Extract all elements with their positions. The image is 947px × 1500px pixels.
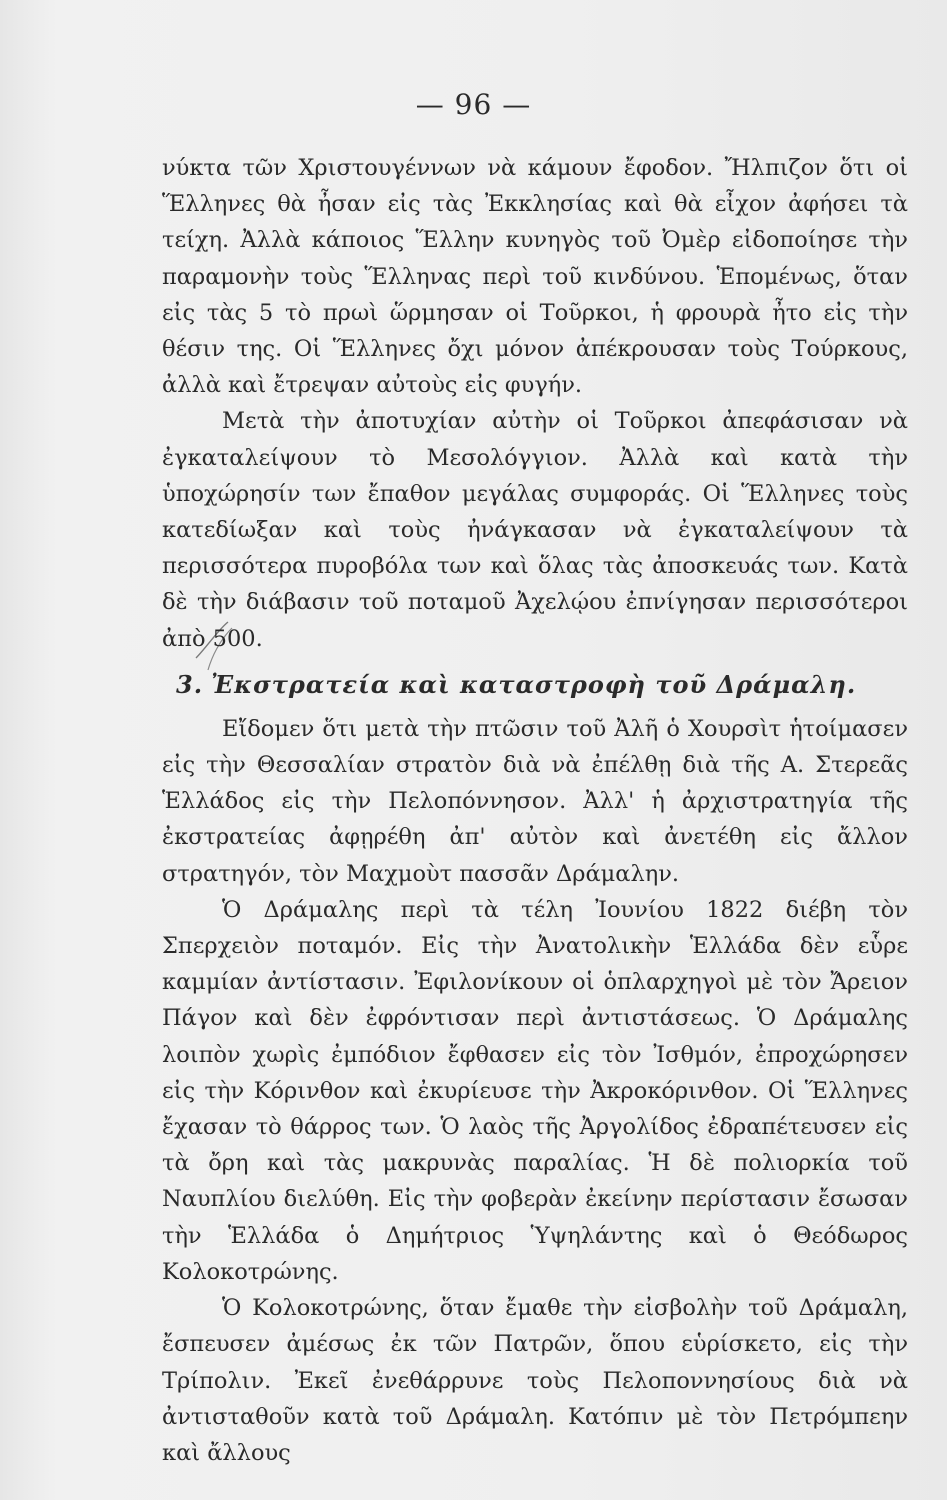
paragraph: Μετὰ τὴν ἀποτυχίαν αὐτὴν οἱ Τοῦρκοι ἀπεφάσισαν νὰ ἐγκαταλείψουν τὸ Μεσολόγγιον. Ἀλλὰ καὶ κατὰ τὴν ὑποχώρησίν των ἔπαθον μεγάλας συμφοράς. Οἱ Ἕλληνες τοὺς κατεδίωξαν καὶ τοὺς ἠνάγκασαν νὰ ἐγκαταλείψουν τὰ περισσότερα πυροβόλα των καὶ ὅλας τὰς ἀποσκευάς των. Κατὰ δὲ τὴν διάβασιν τοῦ ποταμοῦ Ἀχελῴου ἐπνίγησαν περισσότεροι ἀπὸ 500. (162, 408, 908, 652)
body-text (162, 150, 908, 1471)
paragraph: Ὁ Κολοκοτρώνης, ὅταν ἔμαθε τὴν εἰσβολὴν τοῦ Δράμαλη, ἔσπευσεν ἀμέσως ἐκ τῶν Πατρῶν, ὅπου εὑρίσκετο, εἰς τὴν Τρίπολιν. Ἐκεῖ ἐνεθάρρυνε τοὺς Πελοποννησίους διὰ νὰ ἀντισταθοῦν κατὰ τοῦ Δράμαλη. Κατόπιν μὲ τὸν Πετρόμπεην καὶ ἄλλους (162, 1295, 908, 1466)
section-title: Ἐκστρατεία καὶ καταστροφὴ τοῦ Δράμαλη. (211, 669, 857, 699)
paragraph: νύκτα τῶν Χριστουγέννων νὰ κάμουν ἔφοδον. Ἤλπιζον ὅτι οἱ Ἕλληνες θὰ ἦσαν εἰς τὰς Ἐκκλησίας καὶ θὰ εἶχον ἀφήσει τὰ τείχη. Ἀλλὰ κάποιος Ἕλλην κυνηγὸς τοῦ Ὀμὲρ εἰδοποίησε τὴν παραμονὴν τοὺς Ἕλληνας περὶ τοῦ κινδύνου. Ἑπομένως, ὅταν εἰς τὰς 5 τὸ πρωὶ ὥρμησαν οἱ Τοῦρκοι, ἡ φρουρὰ ἦτο εἰς τὴν θέσιν της. Οἱ Ἕλληνες ὄχι μόνον ἀπέκρουσαν τοὺς Τούρκους, ἀλλὰ καὶ ἔτρεψαν αὐτοὺς εἰς φυγήν. (162, 155, 908, 399)
section-number: 3. (176, 669, 204, 699)
paragraph: Εἴδομεν ὅτι μετὰ τὴν πτῶσιν τοῦ Ἀλῆ ὁ Χουρσὶτ ἡτοίμασεν εἰς τὴν Θεσσαλίαν στρατὸν διὰ νὰ ἐπέλθῃ διὰ τῆς Α. Στερεᾶς Ἑλλάδος εἰς τὴν Πελοπόννησον. Ἀλλ' ἡ ἀρχιστρατηγία τῆς ἐκστρατείας ἀφῃρέθη ἀπ' αὐτὸν καὶ ἀνετέθη εἰς ἄλλον στρατηγόν, τὸν Μαχμοὺτ πασσᾶν Δράμαλην. (162, 715, 908, 887)
paragraph: Ὁ Δράμαλης περὶ τὰ τέλη Ἰουνίου 1822 διέβη τὸν Σπερχειὸν ποταμόν. Εἰς τὴν Ἀνατολικὴν Ἑλλάδα δὲν εὗρε καμμίαν ἀντίστασιν. Ἐφιλονίκουν οἱ ὁπλαρχηγοὶ μὲ τὸν Ἄρειον Πάγον καὶ δὲν ἐφρόντισαν περὶ ἀντιστάσεως. Ὁ Δράμαλης λοιπὸν χωρὶς ἐμπόδιον ἔφθασεν εἰς τὸν Ἰσθμόν, ἐπροχώρησεν εἰς τὴν Κόρινθον καὶ ἐκυρίευσε τὴν Ἀκροκόρινθον. Οἱ Ἕλληνες ἔχασαν τὸ θάρρος των. Ὁ λαὸς τῆς Ἀργολίδος ἐδραπέτευσεν εἰς τὰ ὄρη καὶ τὰς μακρυνὰς παραλίας. Ἡ δὲ πολιορκία τοῦ Ναυπλίου διελύθη. Εἰς τὴν φοβερὰν ἐκείνην περίστασιν ἔσωσαν τὴν Ἑλλάδα ὁ Δημήτριος Ὑψηλάντης καὶ ὁ Θεόδωρος Κολοκοτρώνης. (162, 896, 908, 1285)
section-heading (162, 667, 908, 703)
page-number: — 96 — (415, 88, 532, 121)
